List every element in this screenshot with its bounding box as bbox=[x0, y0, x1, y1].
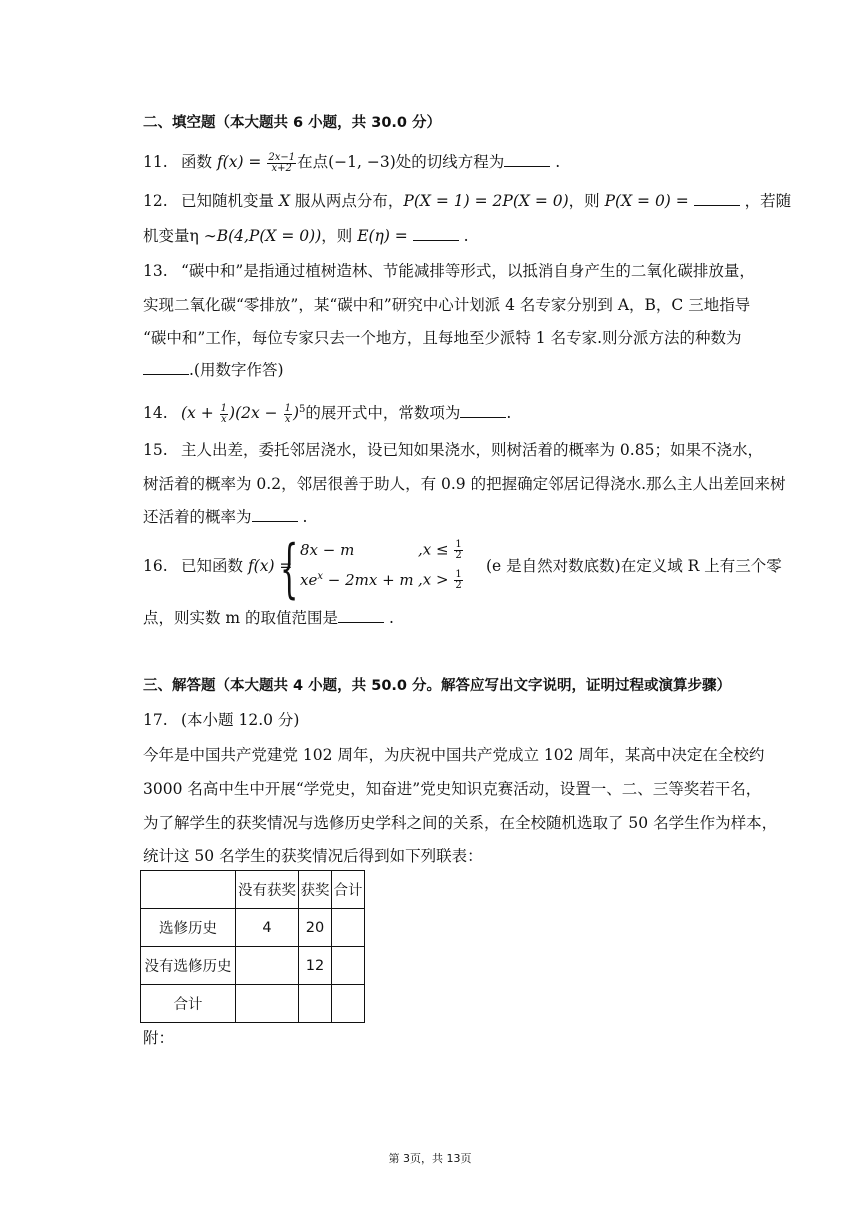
question-number: 13. bbox=[143, 262, 168, 280]
appendix-label: 附： bbox=[143, 1029, 175, 1047]
page-footer: 第 3页，共 13页 bbox=[388, 1152, 472, 1165]
piecewise-case-2: $xe^x - 2mx + m$ ,x > $\frac{1}{2}$ bbox=[300, 569, 462, 591]
question-13-line-1: 13. “碳中和”是指通过植树造林、节能减排等形式，以抵消自身产生的二氧化碳排放量， bbox=[143, 262, 755, 280]
table-cell: 12 bbox=[299, 947, 332, 985]
table-cell bbox=[141, 871, 236, 909]
question-15-line-2: 树活着的概率为 0.2，邻居很善于助人，有 0.9 的把握确定邻居记得浇水.那么主人出差回来树 bbox=[143, 475, 786, 493]
question-16-tail: (e 是自然对数底数)在定义域 R 上有三个零 bbox=[486, 557, 782, 575]
answer-blank bbox=[694, 191, 740, 206]
table-cell bbox=[299, 985, 332, 1023]
fraction: $\frac{1}{x}$ bbox=[284, 402, 291, 425]
table-cell: 合计 bbox=[141, 985, 236, 1023]
table-cell bbox=[236, 985, 299, 1023]
question-17-line-4: 统计这 50 名学生的获奖情况后得到如下列联表： bbox=[143, 847, 483, 865]
table-cell: 20 bbox=[299, 909, 332, 947]
question-number: 16. bbox=[143, 557, 168, 575]
question-number: 11. bbox=[143, 153, 168, 171]
question-17-line-3: 为了解学生的获奖情况与选修历史学科之间的关系，在全校随机选取了 50 名学生作为样本， bbox=[143, 814, 778, 832]
table-header: 没有获奖 bbox=[236, 871, 299, 909]
table-row bbox=[141, 909, 365, 947]
table-header-row bbox=[141, 871, 365, 909]
question-12-line-2: 机变量η ∼B(4,P(X = 0))，则 E(η) = . bbox=[143, 227, 469, 245]
question-12-line-1: 12. 已知随机变量 X 服从两点分布，P(X = 1) = 2P(X = 0)，则 P(X = 0) = ，若随 bbox=[143, 192, 792, 210]
fraction: $\frac{2x-1}{x+2}$ bbox=[268, 151, 296, 174]
question-13-line-2: 实现二氧化碳“零排放”，某“碳中和”研究中心计划派 4 名专家分别到 A，B，C 三地指导 bbox=[143, 296, 751, 314]
piecewise-case-1: 8x − m ,x ≤ $\frac{1}{2}$ bbox=[300, 539, 462, 561]
table-cell bbox=[236, 947, 299, 985]
answer-blank bbox=[413, 226, 459, 241]
contingency-table bbox=[140, 870, 365, 1023]
table-cell bbox=[332, 909, 365, 947]
question-15-line-1: 15. 主人出差，委托邻居浇水，设已知如果浇水，则树活着的概率为 0.85；如果不浇水， bbox=[143, 441, 763, 459]
fraction: $\frac{1}{x}$ bbox=[220, 402, 228, 425]
section-2-heading: 二、填空题（本大题共 6 小题，共 30.0 分） bbox=[143, 115, 442, 131]
answer-blank bbox=[504, 152, 550, 167]
question-17-header: 17. (本小题 12.0 分) bbox=[143, 711, 300, 729]
answer-blank bbox=[338, 608, 384, 623]
table-row bbox=[141, 947, 365, 985]
table-cell bbox=[332, 985, 365, 1023]
question-13-line-3: “碳中和”工作，每位专家只去一个地方，且每地至少派特 1 名专家.则分派方法的种数为 bbox=[143, 329, 742, 347]
table-header: 获奖 bbox=[299, 871, 332, 909]
answer-blank bbox=[143, 360, 189, 375]
question-number: 14. bbox=[143, 404, 168, 423]
table-cell bbox=[332, 947, 365, 985]
fraction: $\frac{1}{2}$ bbox=[455, 569, 462, 591]
table-cell: 4 bbox=[236, 909, 299, 947]
answer-blank bbox=[252, 507, 298, 522]
piecewise-brace: { bbox=[280, 532, 299, 606]
question-16-line-2: 点，则实数 m 的取值范围是 . bbox=[143, 609, 394, 627]
question-13-line-4: .(用数字作答) bbox=[143, 360, 284, 380]
table-cell: 没有选修历史 bbox=[141, 947, 236, 985]
question-14: 14. (x + $\frac{1}{x}$ )(2x − $\frac{1}{x}$ )$^5$的展开式中，常数项为 . bbox=[143, 402, 512, 425]
question-number: 12. bbox=[143, 192, 168, 210]
table-header: 合计 bbox=[332, 871, 365, 909]
question-17-line-1: 今年是中国共产党建党 102 周年，为庆祝中国共产党成立 102 周年，某高中决定在全校约 bbox=[143, 746, 765, 764]
fraction: $\frac{1}{2}$ bbox=[455, 539, 462, 561]
section-3-heading: 三、解答题（本大题共 4 小题，共 50.0 分。解答应写出文字说明，证明过程或演算步骤） bbox=[143, 678, 732, 694]
question-17-line-2: 3000 名高中生中开展“学党史，知奋进”党史知识克赛活动，设置一、二、三等奖若干名， bbox=[143, 780, 762, 798]
question-15-line-3: 还活着的概率为 . bbox=[143, 508, 308, 526]
question-16-label: 16. 已知函数 f(x) = bbox=[143, 557, 293, 575]
question-11: 11. 函数 f(x) = $\frac{2x-1}{x+2}$ 在点(−1, −3)处的切线方程为 . bbox=[143, 151, 561, 174]
table-row bbox=[141, 985, 365, 1023]
question-number: 15. bbox=[143, 441, 168, 459]
question-number: 17. bbox=[143, 711, 168, 729]
table-cell: 选修历史 bbox=[141, 909, 236, 947]
answer-blank bbox=[460, 403, 506, 418]
